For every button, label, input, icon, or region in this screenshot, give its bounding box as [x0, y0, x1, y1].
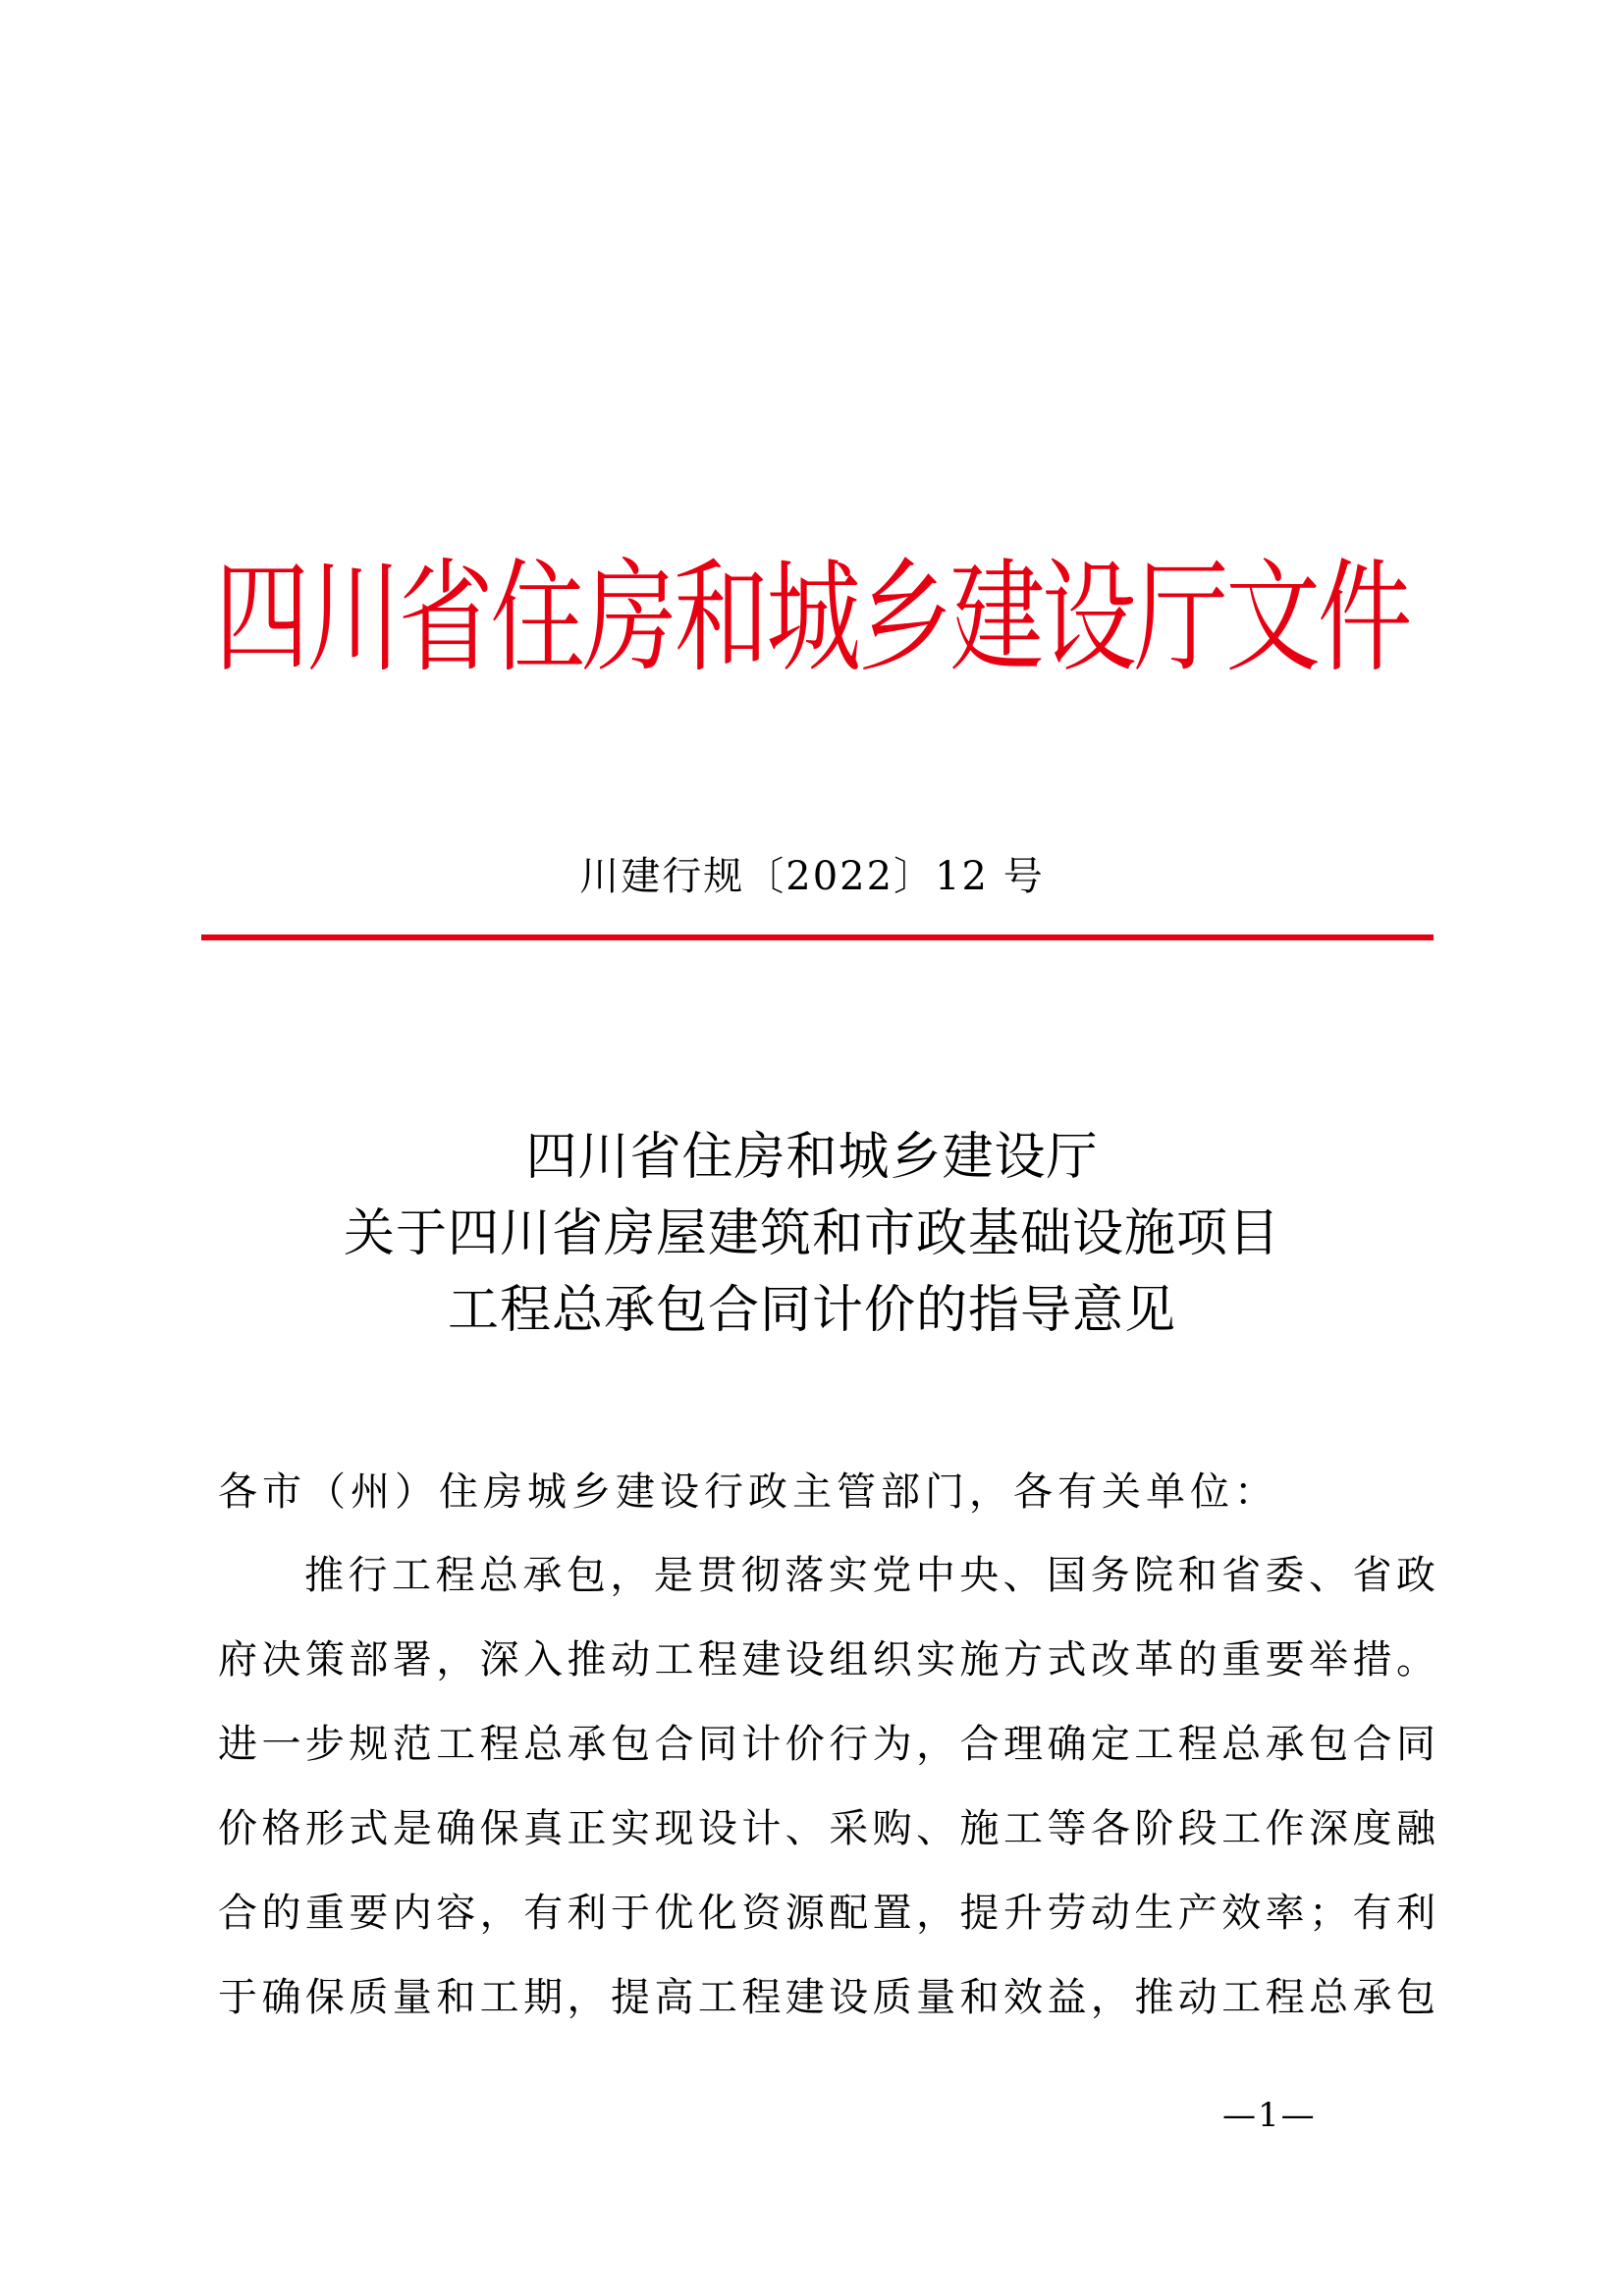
body-line: 推行工程总承包，是贯彻落实党中央、国务院和省委、省政: [304, 1553, 1435, 1598]
body-line: 合的重要内容，有利于优化资源配置，提升劳动生产效率；有利: [218, 1891, 1435, 1936]
document-title-line: 关于四川省房屋建筑和市政基础设施项目: [343, 1204, 1280, 1263]
body-line: 进一步规范工程总承包合同计价行为，合理确定工程总承包合同: [218, 1722, 1435, 1767]
document-title-line: 四川省住房和城乡建设厅: [525, 1128, 1099, 1187]
body-line: 府决策部署，深入推动工程建设组织实施方式改革的重要举措。: [218, 1637, 1435, 1682]
body-line: 于确保质量和工期，提高工程建设质量和效益，推动工程总承包: [218, 1975, 1435, 2020]
document-title-line: 工程总承包合同计价的指导意见: [447, 1281, 1176, 1340]
document-number: 川建行规〔2022〕12 号: [579, 854, 1045, 899]
header-divider: [201, 934, 1434, 940]
body-line: 价格形式是确保真正实现设计、采购、施工等各阶段工作深度融: [218, 1806, 1435, 1851]
document-header-title: 四川省住房和城乡建设厅文件: [214, 548, 1410, 689]
page-number: —1—: [1222, 2096, 1317, 2135]
document-title: [0, 1119, 1624, 1349]
body-paragraph: [218, 1548, 1435, 2055]
addressee: 各市（州）住房城乡建设行政主管部门，各有关单位：: [218, 1469, 1278, 1515]
